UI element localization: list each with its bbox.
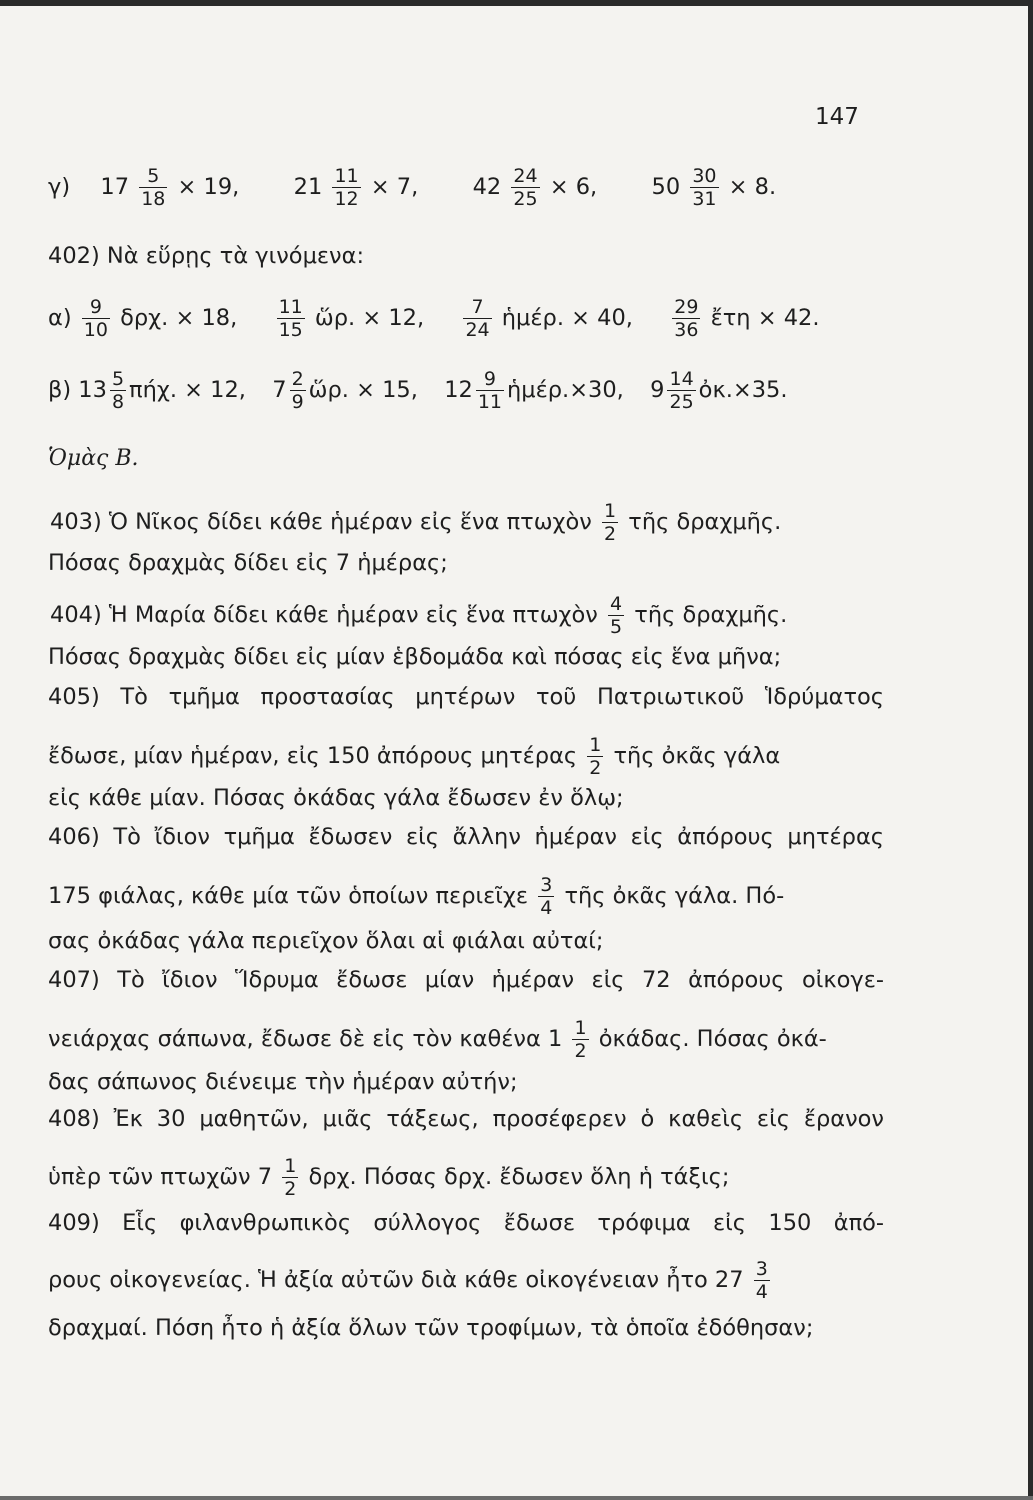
fraction: $\frac{2}{9}$	[291, 368, 304, 413]
fraction: $\frac{5}{18}$	[141, 165, 166, 210]
problem-text: 404) Ἡ Μαρία δίδει κάθε ἡμέραν εἰς ἕνα πτωχὸν	[50, 602, 598, 628]
fraction: $\frac{3}{4}$	[755, 1258, 768, 1303]
fraction: $\frac{24}{25}$	[513, 165, 538, 210]
multiplier-text: × 7,	[370, 174, 419, 200]
problem-text: νειάρχας σάπωνα, ἔδωσε δὲ εἰς τὸν καθένα 1	[48, 1026, 563, 1052]
multiplier-text: × 8.	[728, 174, 777, 200]
whole-number: 42	[472, 174, 502, 200]
problem-405-line-1: 405) Τὸ τμῆμα προστασίας μητέρων τοῦ Πατριωτικοῦ Ἱδρύματος	[48, 684, 884, 710]
fraction: $\frac{9}{10}$	[83, 296, 108, 341]
fraction: $\frac{1}{2}$	[574, 1017, 587, 1062]
multiplier-text: ἡμέρ.×30,	[507, 377, 624, 403]
multiplier-text: ἡμέρ. × 40,	[501, 305, 633, 331]
problem-404-line-2: Πόσας δραχμὰς δίδει εἰς μίαν ἑβδομάδα καὶ πόσας εἰς ἕνα μῆνα;	[48, 644, 782, 670]
problem-408-line-1: 408) Ἐκ 30 μαθητῶν, μιᾶς τάξεως, προσέφερεν ὁ καθεὶς εἰς ἔρανον	[48, 1106, 884, 1132]
problem-text: ὀκάδας. Πόσας ὀκά-	[598, 1026, 827, 1052]
problem-text: τῆς δραχμῆς.	[634, 602, 788, 628]
problem-text: ἔδωσε, μίαν ἡμέραν, εἰς 150 ἀπόρους μητέρας	[48, 743, 578, 769]
fraction: $\frac{9}{11}$	[477, 368, 503, 413]
whole-number: 17	[100, 174, 130, 200]
exercise-402-title: 402) Νὰ εὕρῃς τὰ γινόμενα:	[48, 243, 365, 269]
whole-number: 9	[650, 377, 665, 403]
fraction: $\frac{1}{2}$	[589, 734, 602, 779]
problem-409-line-3: δραχμαί. Πόση ἦτο ἡ ἀξία ὅλων τῶν τροφίμων, τὰ ὁποῖα ἐδόθησαν;	[48, 1315, 814, 1341]
multiplier-text: ὥρ. × 12,	[314, 305, 425, 331]
problem-407-line-1: 407) Τὸ ἴδιον Ἵδρυμα ἔδωσε μίαν ἡμέραν εἰς 72 ἀπόρους οἰκογε-	[48, 967, 884, 993]
whole-number: 13	[78, 377, 107, 403]
fraction: $\frac{11}{15}$	[278, 296, 303, 341]
fraction: $\frac{14}{25}$	[669, 368, 694, 413]
fraction: $\frac{30}{31}$	[692, 165, 717, 210]
problem-406-line-2	[48, 874, 884, 919]
multiplier-text: ὀκ.×35.	[698, 377, 788, 403]
multiplier-text: ἔτη × 42.	[710, 305, 820, 331]
page-bottom-edge	[0, 1496, 1033, 1500]
exercise-402-alpha-row	[48, 296, 884, 341]
whole-number: 12	[444, 377, 473, 403]
problem-text: 403) Ὁ Νῖκος δίδει κάθε ἡμέραν εἰς ἕνα πτωχὸν	[50, 509, 592, 535]
row-label: β)	[48, 377, 72, 403]
multiplier-text: πήχ. × 12,	[129, 377, 246, 403]
exercise-gamma-row	[48, 165, 884, 210]
problem-405-line-2	[48, 734, 884, 779]
problem-403-line-1	[48, 500, 884, 545]
problem-text: δρχ. Πόσας δρχ. ἔδωσεν ὅλη ἡ τάξις;	[308, 1164, 730, 1190]
fraction: $\frac{1}{2}$	[284, 1155, 297, 1200]
problem-text: τῆς ὀκᾶς γάλα	[613, 743, 781, 769]
problem-text: ρους οἰκογενείας. Ἡ ἀξία αὐτῶν διὰ κάθε οἰκογένειαν ἦτο 27	[48, 1267, 744, 1293]
fraction: $\frac{1}{2}$	[604, 500, 617, 545]
page-top-edge	[0, 0, 1033, 6]
problem-text: 175 φιάλας, κάθε μία τῶν ὁποίων περιεῖχε	[48, 883, 529, 909]
multiplier-text: × 6,	[549, 174, 598, 200]
fraction: $\frac{4}{5}$	[610, 593, 623, 638]
problem-403-line-2: Πόσας δραχμὰς δίδει εἰς 7 ἡμέρας;	[48, 550, 448, 576]
problem-408-line-2	[48, 1155, 884, 1200]
multiplier-text: × 19,	[177, 174, 240, 200]
problem-text: τῆς δραχμῆς.	[628, 509, 782, 535]
multiplier-text: δρχ. × 18,	[120, 305, 238, 331]
whole-number: 21	[293, 174, 323, 200]
page-right-edge	[1028, 0, 1033, 1500]
fraction: $\frac{11}{12}$	[334, 165, 359, 210]
problem-409-line-1: 409) Εἷς φιλανθρωπικὸς σύλλογος ἔδωσε τρόφιμα εἰς 150 ἀπό-	[48, 1210, 884, 1236]
problem-407-line-2	[48, 1017, 884, 1062]
page-number: 147	[815, 104, 859, 130]
problem-404-line-1	[48, 593, 884, 638]
group-heading: Ὁμὰς Β.	[48, 446, 139, 471]
problem-text: τῆς ὀκᾶς γάλα. Πό-	[564, 883, 785, 909]
whole-number: 50	[651, 174, 681, 200]
problem-406-line-1: 406) Τὸ ἴδιον τμῆμα ἔδωσεν εἰς ἄλλην ἡμέραν εἰς ἀπόρους μητέρας	[48, 824, 884, 850]
fraction: $\frac{7}{24}$	[465, 296, 490, 341]
problem-409-line-2	[48, 1258, 884, 1303]
fraction: $\frac{29}{36}$	[674, 296, 699, 341]
problem-text: ὑπὲρ τῶν πτωχῶν 7	[48, 1164, 273, 1190]
row-label: γ)	[48, 174, 71, 200]
problem-407-line-3: δας σάπωνος διένειμε τὴν ἡμέραν αὐτήν;	[48, 1069, 518, 1095]
whole-number: 7	[272, 377, 287, 403]
problem-405-line-3: εἰς κάθε μίαν. Πόσας ὀκάδας γάλα ἔδωσεν ἐν ὅλῳ;	[48, 785, 624, 811]
row-label: α)	[48, 305, 72, 331]
fraction: $\frac{5}{8}$	[111, 368, 125, 413]
exercise-402-beta-row	[48, 368, 884, 413]
multiplier-text: ὥρ. × 15,	[308, 377, 418, 403]
fraction: $\frac{3}{4}$	[540, 874, 553, 919]
problem-406-line-3: σας ὀκάδας γάλα περιεῖχον ὅλαι αἱ φιάλαι αὐταί;	[48, 928, 604, 954]
